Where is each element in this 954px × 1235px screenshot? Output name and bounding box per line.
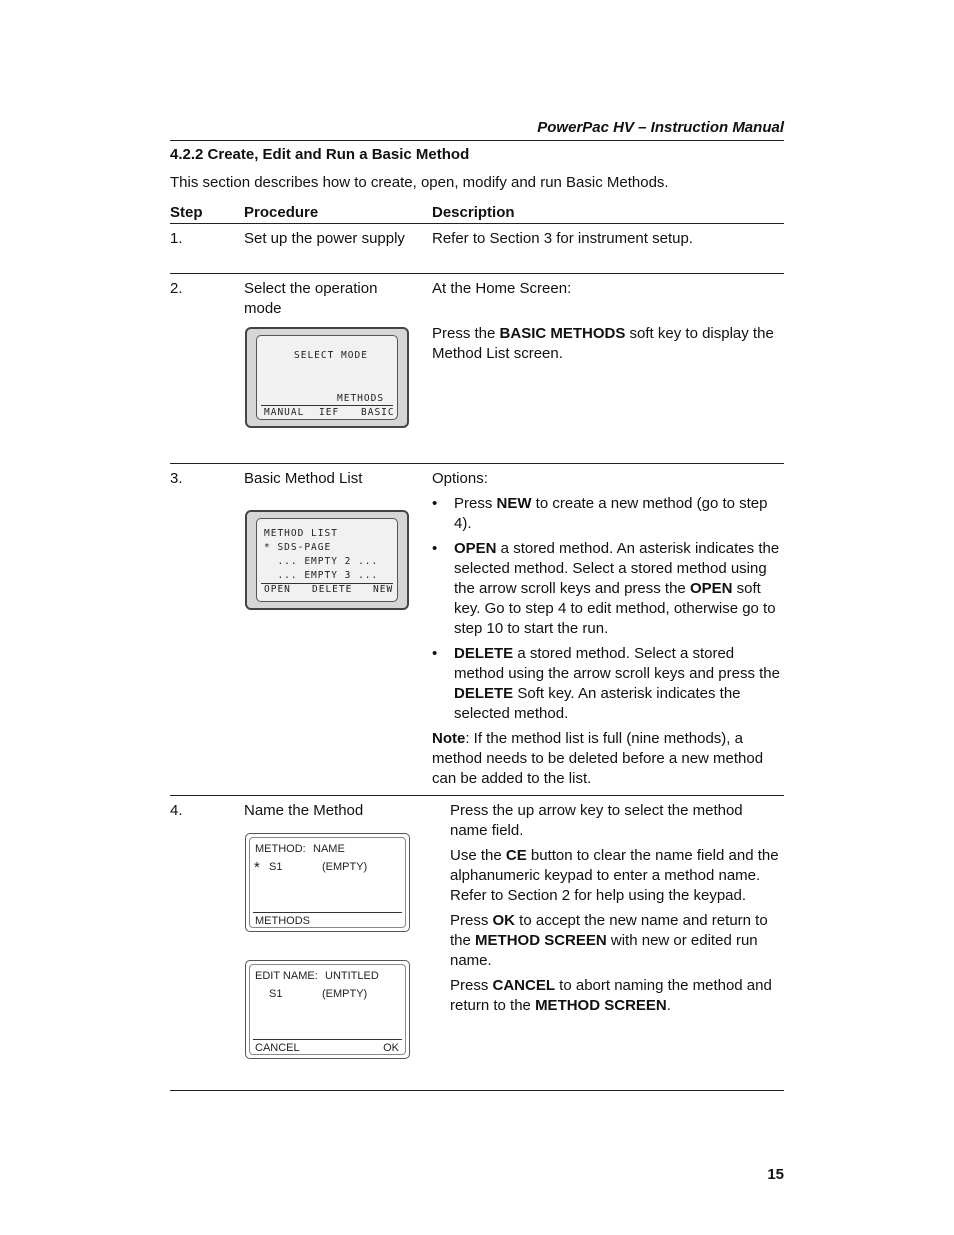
lcd-softkey-label: CANCEL — [255, 1042, 300, 1054]
lcd-display — [249, 837, 406, 928]
procedure-text — [244, 279, 424, 319]
description-text: Press the BASIC METHODS soft key to display the Method List screen. — [432, 325, 774, 362]
bullet-item: • OPEN a stored method. An asterisk indicates the selected method. Select a stored method using the arrow scroll keys and press the OPEN soft key. Go to step 4 to edit method, otherwise go to step 10 to start the run. — [432, 540, 780, 637]
options-label: Options: — [432, 470, 488, 487]
lcd-slot: S1 — [269, 861, 283, 873]
page-number: 15 — [767, 1166, 784, 1183]
description-text: Refer to Section 3 for instrument setup. — [432, 230, 693, 247]
column-header-procedure: Procedure — [244, 204, 319, 221]
lcd-field-value: UNTITLED — [325, 970, 379, 982]
step-number: 3. — [170, 470, 183, 487]
lcd-softkey-label: BASIC — [361, 407, 395, 418]
lcd-edit-name-screen — [245, 960, 410, 1059]
lcd-field-label: EDIT NAME: — [255, 970, 318, 982]
header-rule — [170, 140, 784, 141]
bullet-item: • DELETE a stored method. Select a stored method using the arrow scroll keys and press the DELETE Soft key. An asterisk indicates the selected method. — [432, 645, 780, 722]
lcd-line: METHODS — [337, 393, 385, 404]
lcd-display — [256, 335, 398, 420]
column-header-description: Description — [432, 204, 515, 221]
step-number: 2. — [170, 280, 183, 297]
lcd-softkey-label: NEW — [373, 584, 394, 595]
lcd-softkey-label: OK — [383, 1042, 399, 1054]
procedure-text: Set up the power supply — [244, 230, 405, 247]
description-text: Press OK to accept the new name and return to the METHOD SCREEN with new or edited run name. — [450, 912, 768, 969]
lcd-field-label: METHOD: — [255, 843, 306, 855]
section-title: 4.2.2 Create, Edit and Run a Basic Method — [170, 146, 470, 163]
lcd-line: ... EMPTY 2 ... — [264, 556, 379, 567]
description-block — [450, 801, 784, 1021]
lcd-softkey-label: METHODS — [255, 915, 310, 927]
description-block — [432, 469, 784, 794]
lcd-slot: S1 — [269, 988, 283, 1000]
lcd-softkey-label: IEF — [319, 407, 340, 418]
procedure-line: Select the operation — [244, 280, 378, 297]
column-header-step: Step — [170, 204, 203, 221]
running-header: PowerPac HV – Instruction Manual — [537, 119, 784, 136]
lcd-divider — [261, 405, 393, 406]
table-bottom-rule — [170, 1090, 784, 1091]
lcd-softkey-label: OPEN — [264, 584, 291, 595]
procedure-line: mode — [244, 300, 282, 317]
lcd-method-list-screen — [245, 510, 409, 610]
description-text: At the Home Screen: — [432, 280, 572, 297]
procedure-text: Basic Method List — [244, 470, 363, 487]
lcd-line: ... EMPTY 3 ... — [264, 570, 379, 581]
asterisk-icon: * — [254, 859, 260, 876]
procedure-text: Name the Method — [244, 802, 364, 819]
row-divider — [170, 463, 784, 464]
note-text: Note: If the method list is full (nine methods), a method needs to be deleted before a new method can be added to the list. — [432, 730, 764, 787]
row-divider — [170, 273, 784, 274]
lcd-divider — [253, 1039, 402, 1040]
lcd-line: * SDS-PAGE — [264, 542, 332, 553]
lcd-softkey-label: DELETE — [312, 584, 353, 595]
description-text: Use the CE button to clear the name field and the alphanumeric keypad to enter a method name. Refer to Section 2 for help using the keypad. — [450, 847, 779, 904]
lcd-method-name-screen — [245, 833, 410, 932]
lcd-slot-value: (EMPTY) — [322, 861, 368, 873]
lcd-display — [256, 518, 398, 602]
lcd-divider — [253, 912, 402, 913]
section-intro: This section describes how to create, open, modify and run Basic Methods. — [170, 174, 669, 191]
lcd-slot-value: (EMPTY) — [322, 988, 368, 1000]
row-divider — [170, 795, 784, 796]
step-number: 1. — [170, 230, 183, 247]
lcd-title: SELECT MODE — [294, 350, 368, 361]
step-number: 4. — [170, 802, 183, 819]
description-text: Press CANCEL to abort naming the method and return to the METHOD SCREEN. — [450, 977, 772, 1014]
lcd-softkey-label: MANUAL — [264, 407, 305, 418]
lcd-field-value: NAME — [313, 843, 345, 855]
description-text: Press the up arrow key to select the method name field. — [450, 802, 743, 839]
bullet-item: • Press NEW to create a new method (go to step 4). — [432, 495, 768, 532]
lcd-display — [249, 964, 406, 1055]
description-block — [432, 279, 784, 369]
lcd-select-mode-screen — [245, 327, 409, 428]
lcd-line: METHOD LIST — [264, 528, 338, 539]
table-header-rule — [170, 223, 784, 224]
